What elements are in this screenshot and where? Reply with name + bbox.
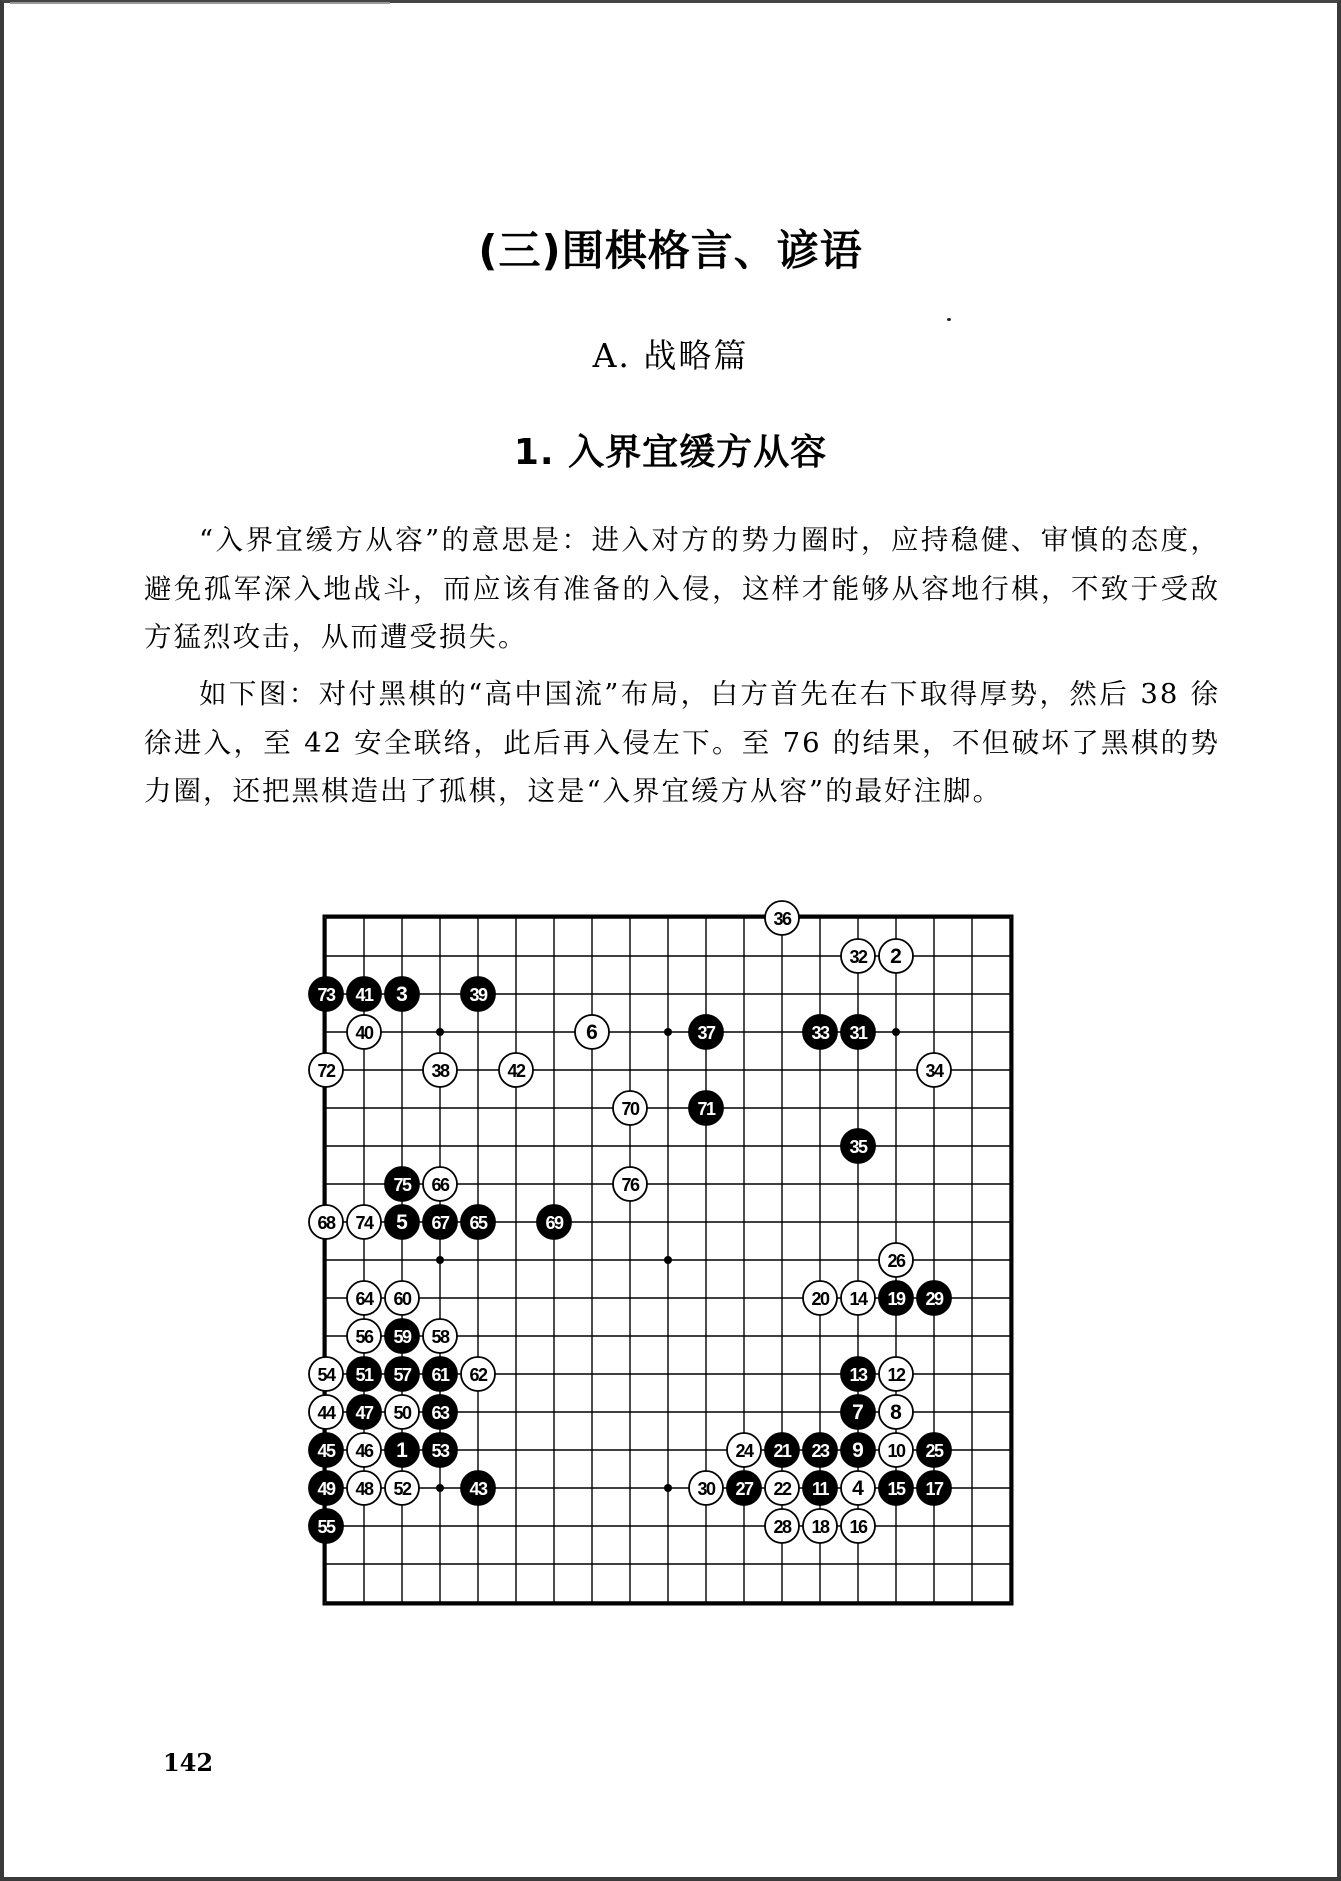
stone-number: 53	[431, 1441, 449, 1461]
stone-number: 5	[396, 1211, 408, 1234]
black-stone-57	[385, 1357, 419, 1391]
star-point	[436, 1256, 444, 1264]
black-stone-11	[803, 1471, 837, 1505]
stone-number: 32	[849, 947, 867, 967]
white-stone-6	[575, 1015, 609, 1049]
black-stone-19	[879, 1281, 913, 1315]
page-number: 142	[163, 1748, 214, 1777]
black-stone-13	[841, 1357, 875, 1391]
stone-number: 50	[393, 1403, 411, 1423]
stone-number: 70	[621, 1099, 639, 1119]
star-point	[436, 1484, 444, 1492]
stone-number: 64	[355, 1289, 373, 1309]
black-stone-23	[803, 1433, 837, 1467]
stone-number: 52	[393, 1479, 411, 1499]
white-stone-66	[423, 1167, 457, 1201]
stone-number: 41	[355, 985, 373, 1005]
black-stone-69	[537, 1205, 571, 1239]
black-stone-15	[879, 1471, 913, 1505]
white-stone-10	[879, 1433, 913, 1467]
white-stone-76	[613, 1167, 647, 1201]
stone-number: 45	[317, 1441, 335, 1461]
white-stone-12	[879, 1357, 913, 1391]
stone-number: 27	[735, 1479, 753, 1499]
black-stone-51	[347, 1357, 381, 1391]
black-stone-53	[423, 1433, 457, 1467]
stone-number: 54	[317, 1365, 335, 1385]
black-stone-55	[309, 1509, 343, 1543]
stone-number: 65	[469, 1213, 487, 1233]
paragraph-1: “入界宜缓方从容”的意思是：进入对方的势力圈时，应持稳健、审慎的态度，避免孤军深入地战斗，而应该有准备的入侵，这样才能够从容地行棋，不致于受敌方猛烈攻击，从而遭受损失。	[144, 524, 1220, 653]
stone-number: 29	[925, 1289, 943, 1309]
white-stone-34	[917, 1053, 951, 1087]
white-stone-52	[385, 1471, 419, 1505]
stone-number: 75	[393, 1175, 411, 1195]
stone-number: 38	[431, 1061, 449, 1081]
star-point	[664, 1484, 672, 1492]
stone-number: 43	[469, 1479, 487, 1499]
stone-number: 8	[890, 1401, 902, 1424]
black-stone-65	[461, 1205, 495, 1239]
stone-number: 11	[811, 1479, 829, 1499]
stone-number: 3	[396, 983, 408, 1006]
stone-number: 23	[811, 1441, 829, 1461]
stone-number: 19	[887, 1289, 905, 1309]
white-stone-74	[347, 1205, 381, 1239]
stone-number: 48	[355, 1479, 373, 1499]
stone-number: 31	[849, 1023, 867, 1043]
stone-number: 47	[355, 1403, 373, 1423]
white-stone-22	[765, 1471, 799, 1505]
black-stone-67	[423, 1205, 457, 1239]
stone-number: 9	[852, 1439, 864, 1462]
white-stone-2	[879, 939, 913, 973]
white-stone-38	[423, 1053, 457, 1087]
stone-number: 36	[773, 909, 791, 929]
stone-number: 28	[773, 1517, 791, 1537]
white-stone-50	[385, 1395, 419, 1429]
stone-number: 56	[355, 1327, 373, 1347]
stone-number: 26	[887, 1251, 905, 1271]
black-stone-31	[841, 1015, 875, 1049]
stone-number: 24	[735, 1441, 753, 1461]
stone-number: 46	[355, 1441, 373, 1461]
stone-number: 33	[811, 1023, 829, 1043]
stone-number: 2	[890, 945, 902, 968]
white-stone-60	[385, 1281, 419, 1315]
stone-number: 40	[355, 1023, 373, 1043]
scan-artifact-line	[10, 2, 390, 4]
scan-speck	[947, 318, 951, 321]
stone-number: 76	[621, 1175, 639, 1195]
white-stone-62	[461, 1357, 495, 1391]
stone-number: 13	[849, 1365, 867, 1385]
black-stone-9	[841, 1433, 875, 1467]
stone-number: 1	[396, 1439, 408, 1462]
white-stone-30	[689, 1471, 723, 1505]
stone-number: 55	[317, 1517, 335, 1537]
black-stone-41	[347, 977, 381, 1011]
stone-number: 51	[355, 1365, 373, 1385]
stone-number: 21	[773, 1441, 791, 1461]
stone-number: 44	[317, 1403, 335, 1423]
stone-number: 37	[697, 1023, 715, 1043]
black-stone-33	[803, 1015, 837, 1049]
stone-number: 71	[697, 1099, 715, 1119]
white-stone-54	[309, 1357, 343, 1391]
stone-number: 74	[355, 1213, 373, 1233]
white-stone-28	[765, 1509, 799, 1543]
stone-number: 59	[393, 1327, 411, 1347]
stone-number: 18	[811, 1517, 829, 1537]
stone-number: 30	[697, 1479, 715, 1499]
stone-number: 20	[811, 1289, 829, 1309]
stone-number: 4	[852, 1477, 864, 1500]
white-stone-70	[613, 1091, 647, 1125]
stone-number: 49	[317, 1479, 335, 1499]
stone-number: 68	[317, 1213, 335, 1233]
star-point	[892, 1028, 900, 1036]
stone-number: 62	[469, 1365, 487, 1385]
white-stone-64	[347, 1281, 381, 1315]
white-stone-56	[347, 1319, 381, 1353]
star-point	[436, 1028, 444, 1036]
black-stone-1	[385, 1433, 419, 1467]
black-stone-17	[917, 1471, 951, 1505]
stone-number: 69	[545, 1213, 563, 1233]
stone-number: 39	[469, 985, 487, 1005]
white-stone-20	[803, 1281, 837, 1315]
white-stone-26	[879, 1243, 913, 1277]
black-stone-7	[841, 1395, 875, 1429]
stone-number: 63	[431, 1403, 449, 1423]
black-stone-3	[385, 977, 419, 1011]
stone-number: 25	[925, 1441, 943, 1461]
white-stone-32	[841, 939, 875, 973]
stone-number: 22	[773, 1479, 791, 1499]
black-stone-35	[841, 1129, 875, 1163]
black-stone-63	[423, 1395, 457, 1429]
white-stone-16	[841, 1509, 875, 1543]
black-stone-29	[917, 1281, 951, 1315]
stone-number: 67	[431, 1213, 449, 1233]
paragraph-2: 如下图：对付黑棋的“高中国流”布局，白方首先在右下取得厚势，然后 38 徐徐进入，至 42 安全联络，此后再入侵左下。至 76 的结果，不但破坏了黑棋的势力圈，还把黑棋造出了孤棋，这是“入界宜缓方从容”的最好注脚。	[144, 678, 1220, 807]
stone-number: 60	[393, 1289, 411, 1309]
chapter-heading: (三)围棋格言、谚语	[478, 226, 863, 275]
black-stone-27	[727, 1471, 761, 1505]
stone-number: 17	[925, 1479, 943, 1499]
star-point	[664, 1028, 672, 1036]
white-stone-36	[765, 901, 799, 935]
white-stone-14	[841, 1281, 875, 1315]
black-stone-71	[689, 1091, 723, 1125]
black-stone-61	[423, 1357, 457, 1391]
white-stone-72	[309, 1053, 343, 1087]
black-stone-39	[461, 977, 495, 1011]
white-stone-4	[841, 1471, 875, 1505]
black-stone-49	[309, 1471, 343, 1505]
black-stone-45	[309, 1433, 343, 1467]
stone-number: 10	[887, 1441, 905, 1461]
stone-number: 14	[849, 1289, 867, 1309]
stone-number: 73	[317, 985, 335, 1005]
white-stone-40	[347, 1015, 381, 1049]
stone-number: 15	[887, 1479, 905, 1499]
white-stone-8	[879, 1395, 913, 1429]
black-stone-5	[385, 1205, 419, 1239]
stone-number: 6	[586, 1021, 598, 1044]
stone-number: 7	[852, 1401, 864, 1424]
white-stone-58	[423, 1319, 457, 1353]
stone-number: 42	[507, 1061, 525, 1081]
black-stone-47	[347, 1395, 381, 1429]
stone-number: 35	[849, 1137, 867, 1157]
stone-number: 61	[431, 1365, 449, 1385]
stone-number: 16	[849, 1517, 867, 1537]
stone-number: 34	[925, 1061, 943, 1081]
black-stone-21	[765, 1433, 799, 1467]
white-stone-42	[499, 1053, 533, 1087]
black-stone-75	[385, 1167, 419, 1201]
white-stone-46	[347, 1433, 381, 1467]
white-stone-24	[727, 1433, 761, 1467]
black-stone-43	[461, 1471, 495, 1505]
stone-number: 72	[317, 1061, 335, 1081]
white-stone-68	[309, 1205, 343, 1239]
white-stone-48	[347, 1471, 381, 1505]
black-stone-73	[309, 977, 343, 1011]
stone-number: 66	[431, 1175, 449, 1195]
black-stone-59	[385, 1319, 419, 1353]
stone-number: 58	[431, 1327, 449, 1347]
white-stone-18	[803, 1509, 837, 1543]
black-stone-25	[917, 1433, 951, 1467]
black-stone-37	[689, 1015, 723, 1049]
section-title: 1. 入界宜缓方从容	[513, 432, 828, 473]
white-stone-44	[309, 1395, 343, 1429]
stone-number: 57	[393, 1365, 411, 1385]
star-point	[664, 1256, 672, 1264]
stone-number: 12	[887, 1365, 905, 1385]
go-board-diagram	[317, 909, 1014, 1606]
part-subheading: A. 战略篇	[592, 336, 749, 375]
